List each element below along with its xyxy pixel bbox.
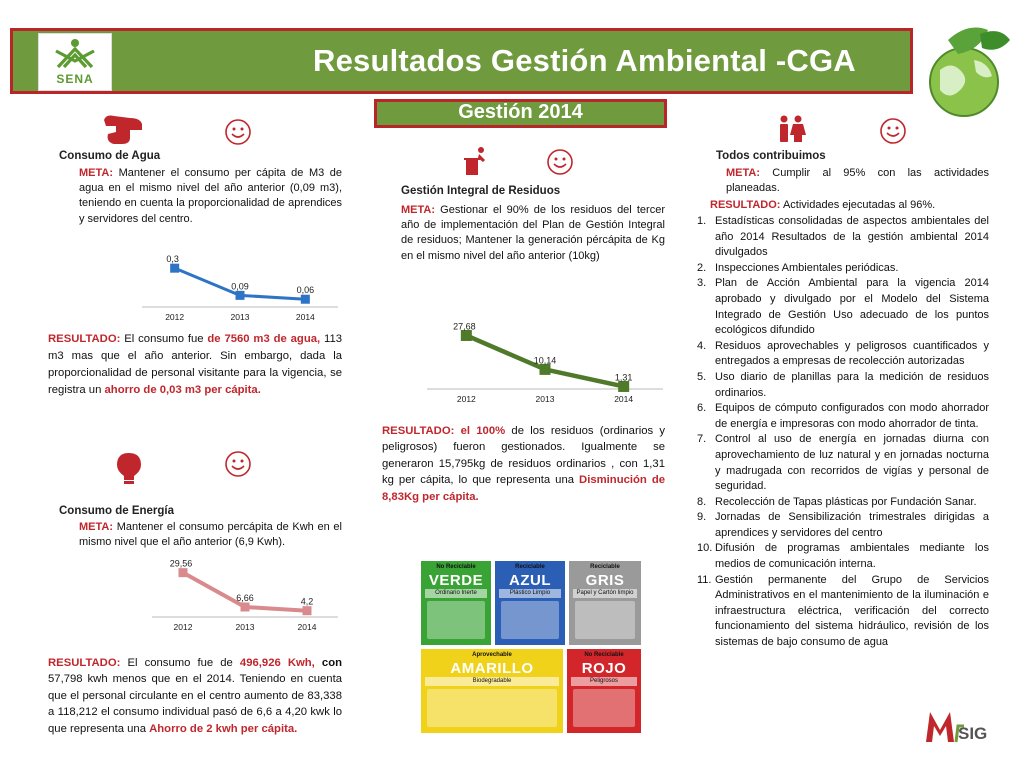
energy-meta-label: META: [79,521,114,533]
bin-illustration [501,601,559,639]
energy-title: Consumo de Energía [59,505,175,517]
all-meta-label: META: [726,167,761,179]
all-result-text: Actividades ejecutadas al 96%. [782,199,936,211]
energy-result-b: 496,926 Kwh, [239,657,315,669]
bin-panel [420,560,492,646]
waste-chart [425,307,665,409]
list-item-number: 5. [697,370,707,383]
data-label: 0,09 [231,281,249,292]
data-label: 0,06 [296,285,315,296]
list-item [697,432,989,494]
waste-meta [401,203,665,264]
data-label: 10,14 [533,355,557,366]
bin-subtitle: Ordinario Inerte [425,589,487,597]
tick-label: 2013 [230,312,250,322]
list-item-text: Recolección de Tapas plásticas por Fundación Sanar. [715,495,977,508]
msig-logo [924,706,998,746]
data-point [618,381,629,392]
data-point [303,606,312,615]
smiley-icon [879,117,907,145]
bin-name: AMARILLO [450,660,534,678]
bin-illustration [573,689,635,727]
tick-label: 2014 [295,312,315,322]
all-meta-text: Cumplir al 95% con las actividades planeadas. [726,167,989,195]
bin-category: No Reciclable [584,652,624,658]
data-label: 27,68 [453,321,476,332]
list-item [697,401,989,432]
waste-result-label: RESULTADO: [382,425,455,437]
lightbulb-icon [115,451,143,487]
data-label: 1,31 [614,372,633,383]
globe-leaf-icon [918,20,1014,120]
sena-logo [38,33,112,91]
list-item-number: 1. [697,215,707,227]
bin-illustration [575,601,635,639]
list-item-text: Difusión de programas ambientales mediante los medios de comunicación interna. [715,542,989,571]
list-item-number: 7. [697,433,707,446]
list-item-text: Estadísticas consolidadas de aspectos ambientales del año 2014 Resultados de la gestión ambiental 2014 divulgados [715,215,989,259]
list-item-number: 2. [697,261,707,274]
trash-bin-icon [463,146,489,176]
energy-result-d: 57,798 kwh menos que en el 2014. Teniendo en cuenta que el personal circulante en el centro aumento de 83,338 a 118,212 el consumo individual pasó de 6,6 a 4,20 kwk lo que representa una [48,673,342,735]
list-item [697,510,989,541]
data-label: 0,3 [166,254,179,265]
list-item-text: Uso diario de planillas para la medición de residuos ordinarios. [715,370,989,399]
bin-subtitle: Plástico Limpio [499,589,561,597]
bin-panel [566,648,642,734]
list-item-number: 3. [697,277,707,290]
energy-result-label: RESULTADO: [48,657,121,669]
bin-name: GRIS [585,572,625,590]
list-item [697,339,989,370]
water-meta [79,166,342,227]
tick-label: 2013 [535,394,555,404]
water-meta-label: META: [79,167,114,179]
bin-name: VERDE [428,572,484,590]
data-point [179,568,188,577]
bin-category: Aprovechable [472,652,512,658]
water-meta-text: Mantener el consumo per cápita de M3 de agua en el mismo nivel del año anterior (0,09 m3), teniendo en cuenta la proporcionalidad de aprendices y servidores del centro. [79,167,343,225]
bin-panel [420,648,564,734]
water-result [48,331,342,399]
waste-result-a: el 100% [460,425,506,437]
waste-meta-text: Gestionar el 90% de los residuos del tercer año de implementación del Plan de Gestión Integral de residuos; Mantener la generación pércápita de Kg en el mismo nivel del año anterior (10kg) [401,204,665,262]
recycling-poster [420,560,642,734]
list-item-number: 8. [697,495,707,508]
water-result-label: RESULTADO: [48,333,121,345]
list-item [697,495,989,511]
tick-label: 2014 [614,394,634,404]
all-title: Todos contribuimos [716,150,826,162]
bin-name: AZUL [509,572,551,590]
data-point [241,603,250,612]
water-result-d: ahorro de 0,03 m3 per cápita. [104,384,261,396]
tick-label: 2012 [173,622,193,632]
energy-meta [79,520,342,550]
data-point [540,364,551,375]
bin-panel [568,560,642,646]
page-subtitle: Gestión 2014 [458,101,583,123]
list-item-text: Gestión permanente del Grupo de Servicios Administrativos en el mantenimiento de la iluminación e infraestructura eléctrica, verificación del correcto funcionamiento del sistema hidráulico, revisión de los sistemas de bajo consumo de agua [715,573,989,649]
list-item [697,276,989,338]
bin-illustration [427,689,557,727]
list-item-number: 10. [697,542,713,555]
all-result [710,198,990,213]
waste-meta-label: META: [401,204,436,216]
logo-text: SENA [56,71,94,86]
energy-result [48,655,342,737]
page-title: Resultados Gestión Ambiental -CGA [313,43,856,78]
list-item [697,261,989,277]
energy-result-c: con [321,657,342,669]
data-label: 4,2 [300,596,314,607]
water-result-c: 113 m3 mas que el año anterior. Sin embargo, dada la proporcionalidad de personal visitante para la vigencia, se registra un [48,333,343,396]
tick-label: 2014 [297,622,317,632]
activities-list [697,214,989,651]
smiley-icon [224,118,252,146]
water-title: Consumo de Agua [59,150,161,162]
data-point [170,264,179,273]
data-point [236,291,245,300]
energy-chart [150,555,340,637]
smiley-icon [224,450,252,478]
list-item-text: Equipos de cómputo configurados con modo ahorrador de energía e impresoras con modo ahorrador de tinta. [715,402,989,430]
water-result-b: de 7560 m3 de agua, [207,333,321,345]
tick-label: 2013 [235,622,255,632]
data-label: 6,66 [236,593,254,604]
data-point [301,295,310,304]
list-item-text: Jornadas de Sensibilización trimestrales dirigidas a aprendices y servidores del centro [715,511,989,539]
list-item-number: 6. [697,402,707,415]
smiley-icon [546,148,574,176]
energy-result-e: Ahorro de 2 kwh per cápita. [149,722,298,735]
bin-panel [494,560,566,646]
bin-illustration [427,601,485,639]
bin-category: Reciclable [515,564,545,570]
water-hand-icon [100,112,146,146]
list-item-number: 11. [697,573,712,586]
list-item-text: Control al uso de energía en jornadas diurna con aprovechamiento de luz natural y en jornadas nocturna y madrugada con recorridos de vigías y personal de seguridad. [715,433,989,493]
list-item [697,573,989,651]
water-result-a: El consumo fue [124,333,204,345]
list-item [697,214,989,261]
list-item-number: 9. [697,511,707,524]
energy-result-a: El consumo fue de [127,657,233,669]
waste-result [382,423,665,505]
list-item [697,370,989,401]
data-label: 29,56 [169,558,193,569]
data-point [461,330,472,341]
list-item-text: Plan de Acción Ambiental para la vigencia 2014 aprobado y divulgado por el Modelo del Sistema Integrado de Gestión Uso adecuado de los puntos ecológicos difundido [715,277,989,337]
all-result-label: RESULTADO: [710,199,781,211]
bin-subtitle: Biodegradable [425,677,559,685]
tick-label: 2012 [165,312,185,322]
energy-meta-text: Mantener el consumo percápita de Kwh en el mismo nivel que el año anterior (6,9 Kwh). [79,521,342,549]
msig-text: SIG [958,724,988,743]
tick-label: 2012 [456,394,476,404]
waste-result-b: de los residuos (ordinarios y peligrosos) fueron gestionados. Igualmente se generaron 15,795kg de residuos ordinarios , con 1,31 kg per cápita, lo que representa una [382,425,666,487]
all-meta [726,166,989,196]
bin-name: ROJO [581,660,627,678]
list-item-text: Residuos aprovechables y peligrosos cuantificados y entregados a empresas de recolección autorizadas [715,339,989,368]
waste-title: Gestión Integral de Residuos [401,185,561,197]
list-item-number: 4. [697,339,707,352]
bin-subtitle: Peligrosos [571,677,637,685]
bin-subtitle: Papel y Cartón limpio [573,589,637,597]
waste-result-c: Disminución de 8,83Kg per cápita. [382,474,665,503]
water-chart [140,243,340,327]
sena-logo-icon [52,37,98,71]
bin-category: No Reciclable [436,564,476,570]
bin-category: Reciclable [590,564,620,570]
people-icon [775,115,807,143]
list-item [697,541,989,572]
list-item-text: Inspecciones Ambientales periódicas. [715,261,899,274]
